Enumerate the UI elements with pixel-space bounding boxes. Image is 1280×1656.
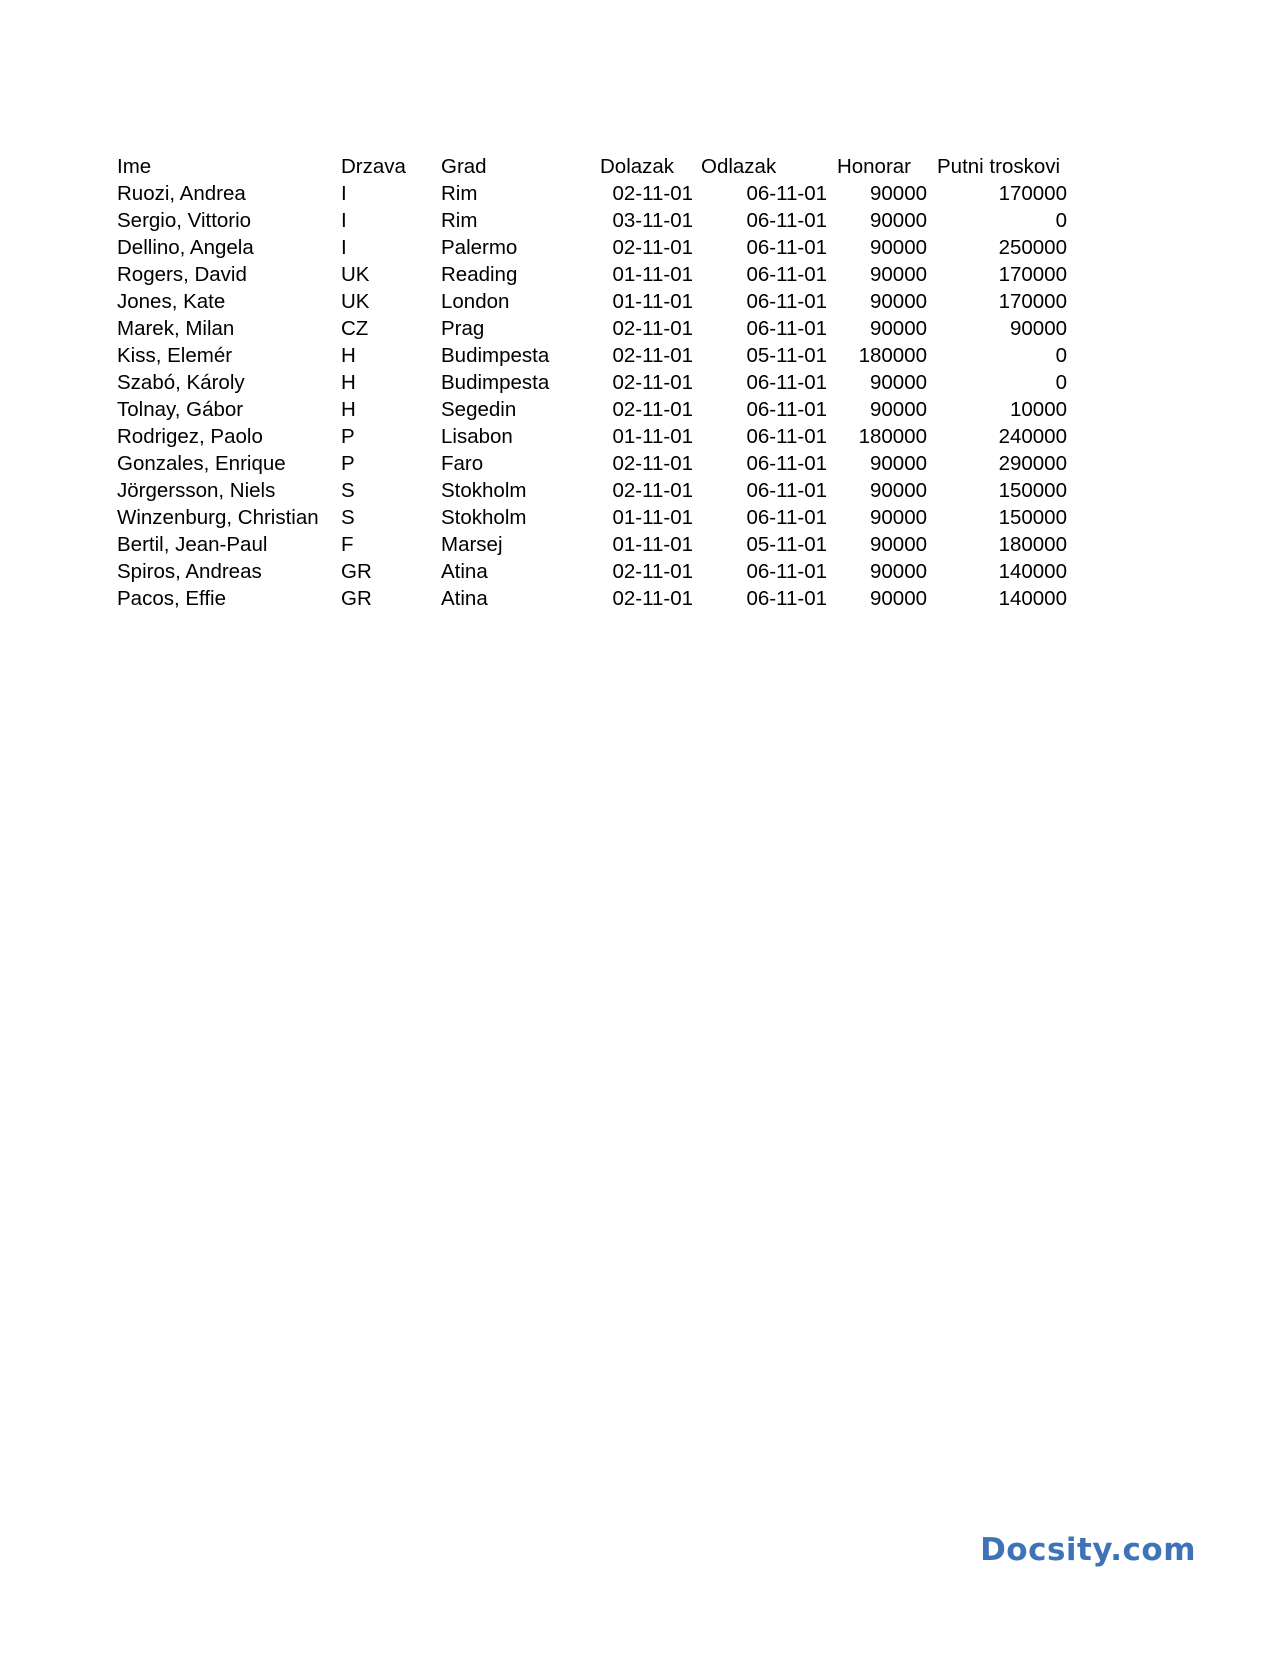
cell-grad: Rim [441,182,478,205]
cell-dolazak: 01-11-01 [612,506,693,529]
cell-odlazak: 06-11-01 [746,425,827,448]
cell-drzava: UK [341,263,370,286]
cell-dolazak: 02-11-01 [612,344,693,367]
table-row [117,423,1067,450]
cell-dolazak: 02-11-01 [612,236,693,259]
cell-ime: Gonzales, Enrique [117,452,286,475]
cell-honorar: 90000 [869,452,927,475]
cell-ime: Bertil, Jean-Paul [117,533,268,556]
table-row [117,234,1067,261]
cell-odlazak: 06-11-01 [746,479,827,502]
cell-ime: Tolnay, Gábor [117,398,244,421]
table-row [117,207,1067,234]
table-row [117,504,1067,531]
cell-ime: Marek, Milan [117,317,235,340]
cell-odlazak: 06-11-01 [746,209,827,232]
cell-grad: Lisabon [441,425,513,448]
cell-honorar: 90000 [869,479,927,502]
cell-putni-troskovi: 170000 [998,290,1067,313]
cell-ime: Rogers, David [117,263,247,286]
cell-honorar: 90000 [869,398,927,421]
cell-putni-troskovi: 90000 [1009,317,1067,340]
table-row [117,315,1067,342]
cell-honorar: 90000 [869,560,927,583]
column-header-putni-troskovi: Putni troskovi [937,155,1061,178]
cell-putni-troskovi: 250000 [998,236,1067,259]
cell-ime: Spiros, Andreas [117,560,262,583]
cell-ime: Rodrigez, Paolo [117,425,263,448]
cell-drzava: GR [341,560,372,583]
cell-putni-troskovi: 180000 [998,533,1067,556]
cell-odlazak: 06-11-01 [746,236,827,259]
cell-grad: Stokholm [441,506,527,529]
cell-grad: Budimpesta [441,344,550,367]
guest-table [117,153,1067,612]
cell-honorar: 90000 [869,236,927,259]
cell-honorar: 90000 [869,506,927,529]
cell-ime: Szabó, Károly [117,371,245,394]
cell-dolazak: 02-11-01 [612,317,693,340]
cell-putni-troskovi: 140000 [998,560,1067,583]
cell-honorar: 180000 [858,344,927,367]
cell-dolazak: 03-11-01 [612,209,693,232]
cell-drzava: CZ [341,317,369,340]
cell-honorar: 90000 [869,182,927,205]
cell-drzava: GR [341,587,372,610]
cell-putni-troskovi: 290000 [998,452,1067,475]
cell-honorar: 90000 [869,371,927,394]
table-row [117,261,1067,288]
cell-ime: Jörgersson, Niels [117,479,276,502]
cell-grad: Atina [441,560,488,583]
cell-grad: Stokholm [441,479,527,502]
cell-ime: Pacos, Effie [117,587,227,610]
cell-putni-troskovi: 170000 [998,263,1067,286]
cell-grad: Budimpesta [441,371,550,394]
table-row [117,450,1067,477]
cell-dolazak: 02-11-01 [612,371,693,394]
cell-odlazak: 06-11-01 [746,317,827,340]
cell-honorar: 90000 [869,290,927,313]
cell-drzava: P [341,425,355,448]
cell-dolazak: 01-11-01 [612,425,693,448]
table-row [117,180,1067,207]
cell-honorar: 90000 [869,587,927,610]
cell-drzava: UK [341,290,370,313]
cell-odlazak: 06-11-01 [746,263,827,286]
cell-drzava: H [341,398,356,421]
column-header-ime: Ime [117,155,152,178]
cell-drzava: I [341,182,347,205]
cell-dolazak: 02-11-01 [612,560,693,583]
cell-odlazak: 06-11-01 [746,452,827,475]
column-header-drzava: Drzava [341,155,406,178]
cell-ime: Jones, Kate [117,290,226,313]
cell-odlazak: 06-11-01 [746,587,827,610]
cell-odlazak: 06-11-01 [746,182,827,205]
column-header-odlazak: Odlazak [701,155,777,178]
cell-grad: Segedin [441,398,517,421]
cell-putni-troskovi: 150000 [998,506,1067,529]
cell-honorar: 90000 [869,317,927,340]
cell-ime: Kiss, Elemér [117,344,233,367]
cell-grad: Atina [441,587,488,610]
cell-drzava: I [341,209,347,232]
column-header-honorar: Honorar [836,155,911,178]
cell-putni-troskovi: 140000 [998,587,1067,610]
cell-odlazak: 06-11-01 [746,506,827,529]
cell-grad: Prag [441,317,485,340]
cell-ime: Dellino, Angela [117,236,254,259]
docsity-watermark: Docsity.com [980,1532,1196,1568]
cell-putni-troskovi: 240000 [998,425,1067,448]
cell-odlazak: 06-11-01 [746,398,827,421]
cell-dolazak: 02-11-01 [612,398,693,421]
cell-odlazak: 06-11-01 [746,560,827,583]
cell-drzava: S [341,506,355,529]
cell-dolazak: 02-11-01 [612,182,693,205]
cell-dolazak: 01-11-01 [612,533,693,556]
column-header-dolazak: Dolazak [600,155,675,178]
cell-ime: Sergio, Vittorio [117,209,252,232]
cell-putni-troskovi: 170000 [998,182,1067,205]
cell-drzava: H [341,344,356,367]
cell-putni-troskovi: 0 [1055,344,1067,367]
cell-drzava: P [341,452,355,475]
table-header-row [117,153,1067,180]
cell-odlazak: 06-11-01 [746,371,827,394]
table-row [117,288,1067,315]
cell-ime: Winzenburg, Christian [117,506,319,529]
cell-dolazak: 02-11-01 [612,479,693,502]
cell-honorar: 90000 [869,533,927,556]
cell-putni-troskovi: 0 [1055,371,1067,394]
cell-odlazak: 06-11-01 [746,290,827,313]
cell-grad: Reading [441,263,518,286]
cell-drzava: S [341,479,355,502]
cell-drzava: F [341,533,354,556]
cell-grad: Palermo [441,236,518,259]
table-row [117,342,1067,369]
table-body [117,180,1067,612]
cell-ime: Ruozi, Andrea [117,182,246,205]
cell-dolazak: 01-11-01 [612,290,693,313]
column-header-grad: Grad [441,155,487,178]
table-row [117,558,1067,585]
table-row [117,585,1067,612]
cell-honorar: 90000 [869,209,927,232]
cell-dolazak: 02-11-01 [612,452,693,475]
cell-grad: London [441,290,510,313]
spreadsheet-area [117,153,1067,612]
table-row [117,396,1067,423]
cell-honorar: 180000 [858,425,927,448]
cell-putni-troskovi: 150000 [998,479,1067,502]
table-row [117,531,1067,558]
cell-putni-troskovi: 10000 [1009,398,1067,421]
cell-grad: Marsej [441,533,503,556]
cell-odlazak: 05-11-01 [746,533,827,556]
cell-odlazak: 05-11-01 [746,344,827,367]
cell-grad: Faro [441,452,484,475]
cell-dolazak: 02-11-01 [612,587,693,610]
cell-putni-troskovi: 0 [1055,209,1067,232]
cell-grad: Rim [441,209,478,232]
cell-dolazak: 01-11-01 [612,263,693,286]
cell-honorar: 90000 [869,263,927,286]
table-row [117,369,1067,396]
table-row [117,477,1067,504]
cell-drzava: H [341,371,356,394]
cell-drzava: I [341,236,347,259]
